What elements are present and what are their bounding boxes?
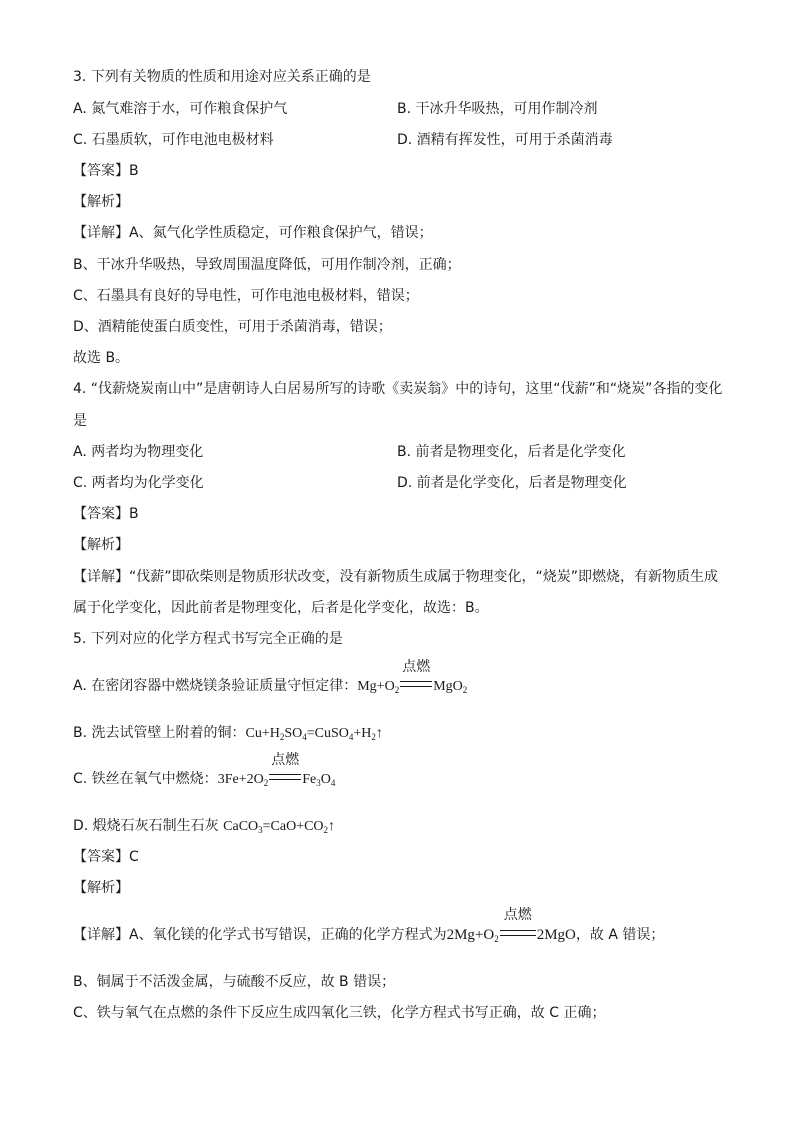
q5-detail-text: ，故 A 错误； xyxy=(575,927,665,943)
q5-analysis-label: 【解析】 xyxy=(73,880,129,896)
q4-option-d: D. 前者是化学变化，后者是物理变化 xyxy=(397,475,627,491)
q4-detail-line: 属于化学变化，因此前者是物理变化，后者是化学变化，故选：B。 xyxy=(73,600,489,616)
q3-detail-line: C、石墨具有良好的导电性，可作电池电极材料，错误； xyxy=(73,288,419,304)
condition-label: 点燃 xyxy=(402,660,431,675)
q4-analysis-label: 【解析】 xyxy=(73,537,129,553)
q5-option-d xyxy=(73,817,335,836)
equals-bars xyxy=(400,681,432,687)
q5-detail-line xyxy=(73,908,665,944)
q3-option-c: C. 石墨质软，可作电池电极材料 xyxy=(73,132,274,148)
q4-stem-continued: 是 xyxy=(73,413,87,429)
q5-option-a-text: A. 在密闭容器中燃烧镁条验证质量守恒定律： xyxy=(73,678,358,694)
q5-option-d-text: D. 煅烧石灰石制生石灰 xyxy=(73,818,224,834)
q4-option-a: A. 两者均为物理变化 xyxy=(73,444,204,460)
condition-label: 点燃 xyxy=(503,908,532,923)
equation-b: $Cu+H_2SO_4=CuSO_4+H_2↑$ xyxy=(245,726,383,742)
equation-a: $Mg+O_2$ 点燃 MgO$_2$ xyxy=(357,660,468,695)
reaction-condition xyxy=(269,753,301,789)
q4-answer: 【答案】B xyxy=(73,506,139,522)
q5-option-c-text: C. 铁丝在氧气中燃烧： xyxy=(73,771,218,787)
q3-option-b: B. 干冰升华吸热，可用作制冷剂 xyxy=(397,101,598,117)
q3-option-d: D. 酒精有挥发性，可用于杀菌消毒 xyxy=(397,132,613,148)
q3-conclusion: 故选 B。 xyxy=(73,350,130,366)
equation-d: $CaCO_3=CaO+CO_2↑$ xyxy=(223,819,336,835)
q4-detail-line: 【详解】“伐薪”即砍柴则是物质形状改变，没有新物质生成属于物理变化，“烧炭”即燃烧，有新物质生成 xyxy=(73,569,719,585)
q5-option-b xyxy=(73,724,383,743)
q5-answer: 【答案】C xyxy=(73,849,139,865)
equals-bars xyxy=(269,774,301,780)
equals-bars xyxy=(500,930,536,936)
q5-detail-line: B、铜属于不活泼金属，与硫酸不反应，故 B 错误； xyxy=(73,974,396,990)
q5-option-b-text: B. 洗去试管壁上附着的铜： xyxy=(73,725,246,741)
condition-label: 点燃 xyxy=(271,753,300,768)
q5-detail-text: 【详解】A、氧化镁的化学式书写错误，正确的化学方程式为 xyxy=(73,927,447,943)
q5-option-c xyxy=(73,753,336,789)
q3-analysis-label: 【解析】 xyxy=(73,194,129,210)
q4-option-c: C. 两者均为化学变化 xyxy=(73,475,204,491)
equation-c: $3Fe+2O_2$ 点燃 $Fe_3O_4$ xyxy=(217,753,336,788)
q3-option-a: A. 氮气难溶于水，可作粮食保护气 xyxy=(73,101,288,117)
q3-detail-line: 【详解】A、氮气化学性质稳定，可作粮食保护气，错误； xyxy=(73,225,433,241)
q5-option-a xyxy=(73,660,468,696)
correct-equation: $2Mg+O_2$ 点燃 2MgO xyxy=(446,908,576,944)
q4-option-b: B. 前者是物理变化，后者是化学变化 xyxy=(397,444,626,460)
reaction-condition xyxy=(400,660,432,696)
q3-answer: 【答案】B xyxy=(73,163,139,179)
q3-stem: 3. 下列有关物质的性质和用途对应关系正确的是 xyxy=(73,69,371,85)
q3-detail-line: D、酒精能使蛋白质变性，可用于杀菌消毒，错误； xyxy=(73,319,392,335)
q5-detail-line: C、铁与氧气在点燃的条件下反应生成四氧化三铁，化学方程式书写正确，故 C 正确； xyxy=(73,1005,606,1021)
q3-detail-line: B、干冰升华吸热，导致周围温度降低，可用作制冷剂，正确； xyxy=(73,257,461,273)
reaction-condition xyxy=(500,908,536,944)
q5-stem: 5. 下列对应的化学方程式书写完全正确的是 xyxy=(73,631,343,647)
q4-stem: 4. “伐薪烧炭南山中”是唐朝诗人白居易所写的诗歌《卖炭翁》中的诗句，这里“伐薪”和“烧炭”各指的变化 xyxy=(73,381,723,397)
